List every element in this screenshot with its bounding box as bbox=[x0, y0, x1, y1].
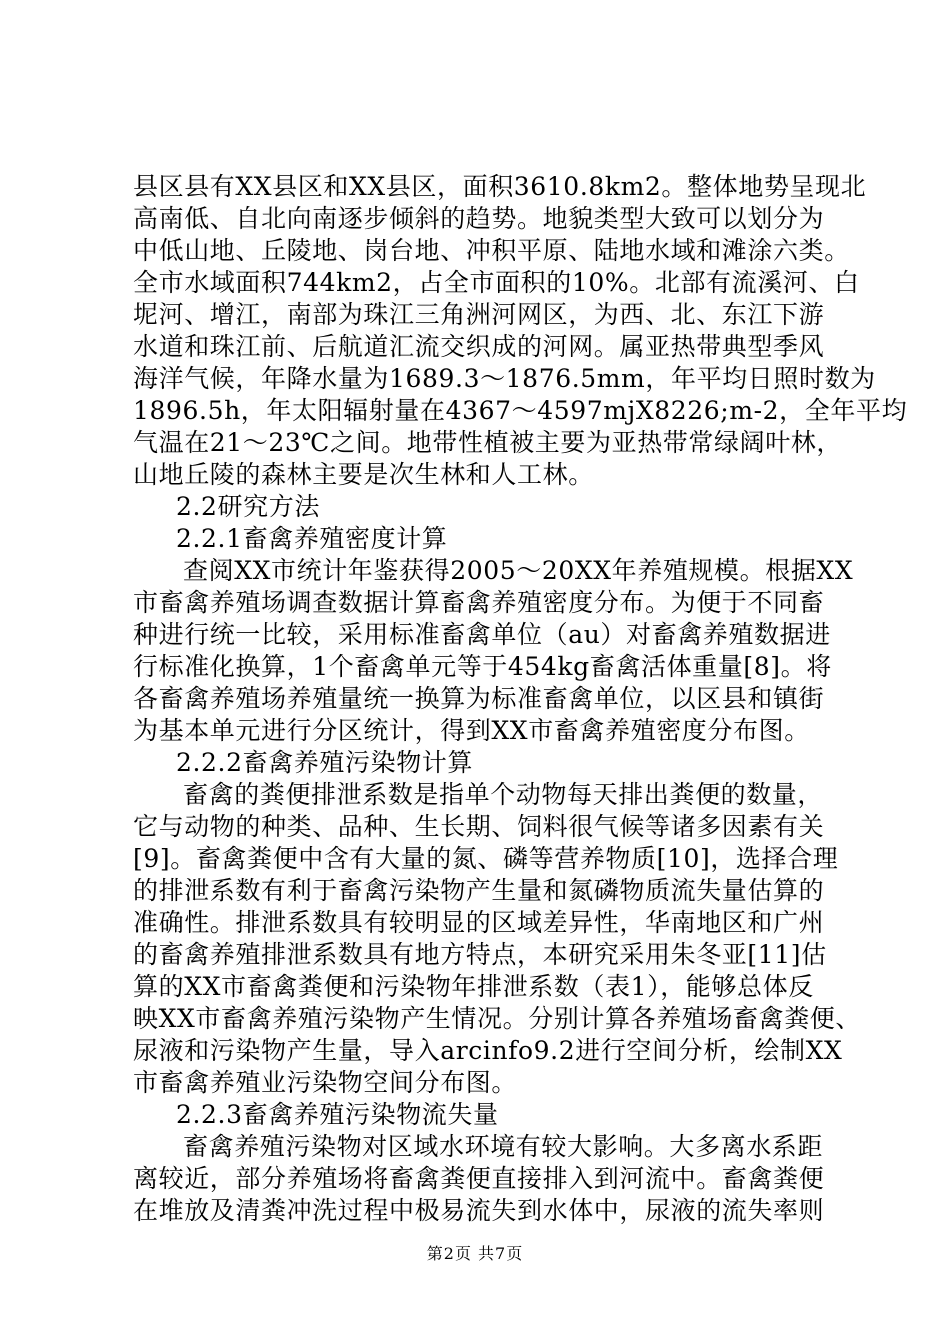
body-text-line: 各畜禽养殖场养殖量统一换算为标准畜禽单位，以区县和镇街 bbox=[133, 684, 825, 713]
body-text-line: 1896.5h，年太阳辐射量在4367～4597mjX8226;m-2，全年平均 bbox=[133, 396, 908, 425]
page-number-footer: 第2页 共7页 bbox=[426, 1244, 524, 1263]
body-text-line: 算的XX市畜禽粪便和污染物年排泄系数（表1），能够总体反 bbox=[133, 972, 814, 1001]
body-text-line: 查阅XX市统计年鉴获得2005～20XX年养殖规模。根据XX bbox=[183, 556, 854, 585]
document-body bbox=[133, 171, 908, 1227]
subsection-heading: 2.2.2畜禽养殖污染物计算 bbox=[176, 748, 474, 777]
body-text-line: 县区县有XX县区和XX县区，面积3610.8km2。整体地势呈现北 bbox=[133, 172, 867, 201]
body-text-line: 海洋气候，年降水量为1689.3～1876.5mm，年平均日照时数为 bbox=[133, 364, 876, 393]
body-text-line: 畜禽养殖污染物对区域水环境有较大影响。大多离水系距 bbox=[183, 1132, 824, 1161]
subsection-heading: 2.2.3畜禽养殖污染物流失量 bbox=[176, 1100, 499, 1129]
body-text-line: [9]。畜禽粪便中含有大量的氮、磷等营养物质[10]，选择合理 bbox=[133, 844, 839, 873]
body-text-line: 的排泄系数有利于畜禽污染物产生量和氮磷物质流失量估算的 bbox=[133, 876, 825, 905]
body-text-line: 它与动物的种类、品种、生长期、饲料很气候等诸多因素有关 bbox=[133, 812, 825, 841]
body-text-line: 高南低、自北向南逐步倾斜的趋势。地貌类型大致可以划分为 bbox=[133, 204, 825, 233]
section-heading: 2.2研究方法 bbox=[176, 492, 320, 521]
body-text-line: 准确性。排泄系数具有较明显的区域差异性，华南地区和广州 bbox=[133, 908, 825, 937]
body-text-line: 映XX市畜禽养殖污染物产生情况。分别计算各养殖场畜禽粪便、 bbox=[133, 1004, 861, 1033]
body-text-line: 种进行统一比较，采用标准畜禽单位（au）对畜禽养殖数据进 bbox=[133, 620, 831, 649]
body-text-line: 离较近，部分养殖场将畜禽粪便直接排入到河流中。畜禽粪便 bbox=[133, 1164, 825, 1193]
body-text-line: 中低山地、丘陵地、岗台地、冲积平原、陆地水域和滩涂六类。 bbox=[133, 236, 850, 265]
body-text-line: 市畜禽养殖场调查数据计算畜禽养殖密度分布。为便于不同畜 bbox=[133, 588, 825, 617]
body-text-line: 市畜禽养殖业污染物空间分布图。 bbox=[133, 1068, 518, 1097]
body-text-line: 水道和珠江前、后航道汇流交织成的河网。属亚热带典型季风 bbox=[133, 332, 825, 361]
body-text-line: 山地丘陵的森林主要是次生林和人工林。 bbox=[133, 460, 594, 489]
body-text-line: 的畜禽养殖排泄系数具有地方特点，本研究采用朱冬亚[11]估 bbox=[133, 940, 827, 969]
subsection-heading: 2.2.1畜禽养殖密度计算 bbox=[176, 524, 448, 553]
body-text-line: 尿液和污染物产生量，导入arcinfo9.2进行空间分析，绘制XX bbox=[133, 1036, 843, 1065]
body-text-line: 行标准化换算，1个畜禽单元等于454kg畜禽活体重量[8]。将 bbox=[133, 652, 832, 681]
body-text-line: 为基本单元进行分区统计，得到XX市畜禽养殖密度分布图。 bbox=[133, 716, 810, 745]
body-text-line: 全市水域面积744km2，占全市面积的10%。北部有流溪河、白 bbox=[133, 268, 860, 297]
body-text-line: 坭河、增江，南部为珠江三角洲河网区，为西、北、东江下游 bbox=[133, 300, 825, 329]
body-text-line: 畜禽的粪便排泄系数是指单个动物每天排出粪便的数量， bbox=[183, 780, 824, 809]
body-text-line: 气温在21～23℃之间。地带性植被主要为亚热带常绿阔叶林， bbox=[133, 428, 842, 457]
body-text-line: 在堆放及清粪冲洗过程中极易流失到水体中，尿液的流失率则 bbox=[133, 1196, 825, 1225]
